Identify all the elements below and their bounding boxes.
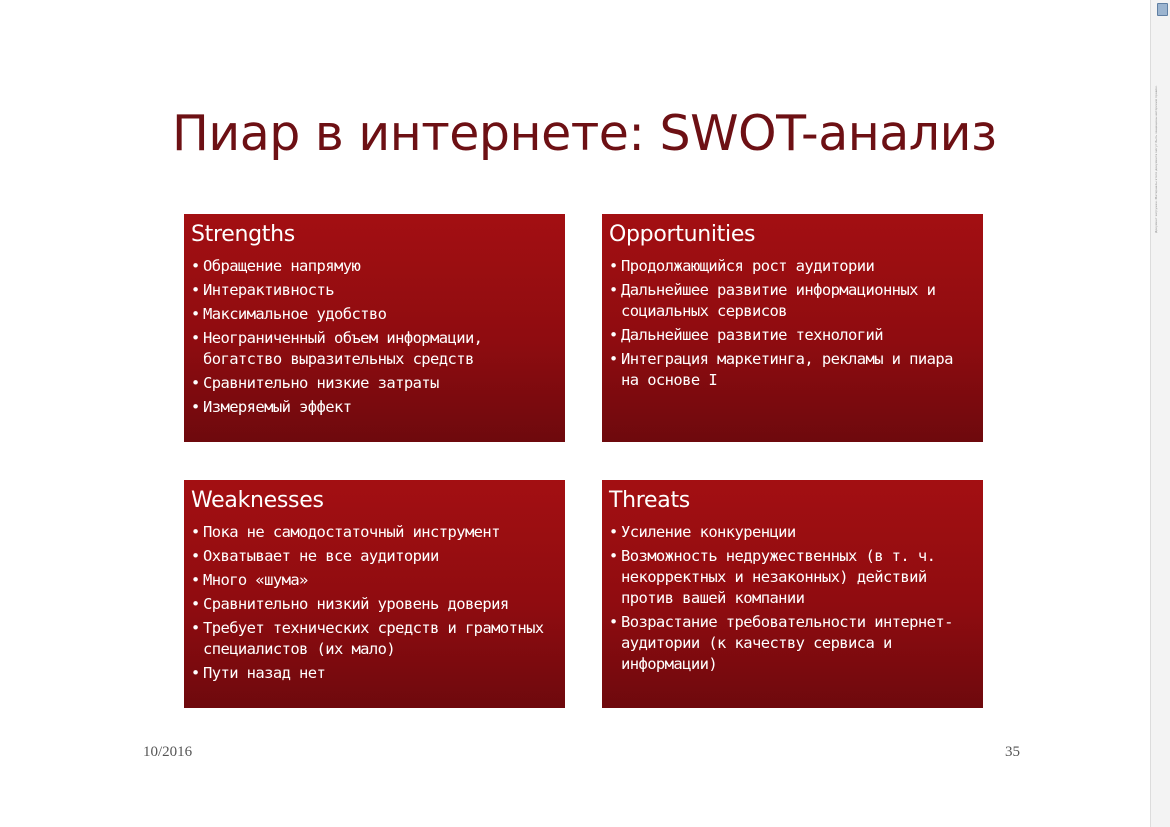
list-item: • Неограниченный объем информации, богатство выразительных средств (191, 328, 559, 370)
strengths-heading: Strengths (191, 222, 295, 247)
threats-heading: Threats (609, 488, 690, 513)
list-item: • Возможность недружественных (в т. ч. некорректных и незаконных) действий против вашей компании (609, 546, 977, 609)
opportunities-heading: Opportunities (609, 222, 756, 247)
weaknesses-list (191, 522, 559, 684)
list-item: • Сравнительно низкие затраты (191, 373, 559, 394)
list-item: • Охватывает не все аудитории (191, 546, 559, 567)
list-item: • Сравнительно низкий уровень доверия (191, 594, 559, 615)
opportunities-list (609, 256, 977, 391)
strengths-box (184, 214, 565, 442)
list-item: • Интеграция маркетинга, рекламы и пиара на основе I (609, 349, 977, 391)
list-item: • Возрастание требовательности интернет-аудитории (к качеству сервиса и информации) (609, 612, 977, 675)
weaknesses-box (184, 480, 565, 708)
list-item: • Интерактивность (191, 280, 559, 301)
list-item: • Требует технических средств и грамотных специалистов (их мало) (191, 618, 559, 660)
right-sidebar (1150, 0, 1170, 827)
weaknesses-heading: Weaknesses (191, 488, 324, 513)
list-item: • Максимальное удобство (191, 304, 559, 325)
document-icon[interactable] (1157, 3, 1168, 16)
slide-date: 10/2016 (143, 744, 193, 760)
list-item: • Дальнейшее развитие информационных и социальных сервисов (609, 280, 977, 322)
threats-box (602, 480, 983, 708)
page-number: 35 (1005, 744, 1020, 760)
list-item: • Много «шума» (191, 570, 559, 591)
threats-list (609, 522, 977, 675)
list-item: • Пока не самодостаточный инструмент (191, 522, 559, 543)
list-item: • Обращение напрямую (191, 256, 559, 277)
slide-title: Пиар в интернете: SWOT-анализ (172, 105, 997, 162)
list-item: • Измеряемый эффект (191, 397, 559, 418)
list-item: • Усиление конкуренции (609, 522, 977, 543)
sidebar-note: Документ загружен. Материалы этого документа могут быть защищены авторским правом. (1154, 85, 1158, 233)
list-item: • Продолжающийся рост аудитории (609, 256, 977, 277)
strengths-list (191, 256, 559, 418)
list-item: • Дальнейшее развитие технологий (609, 325, 977, 346)
opportunities-box (602, 214, 983, 442)
list-item: • Пути назад нет (191, 663, 559, 684)
